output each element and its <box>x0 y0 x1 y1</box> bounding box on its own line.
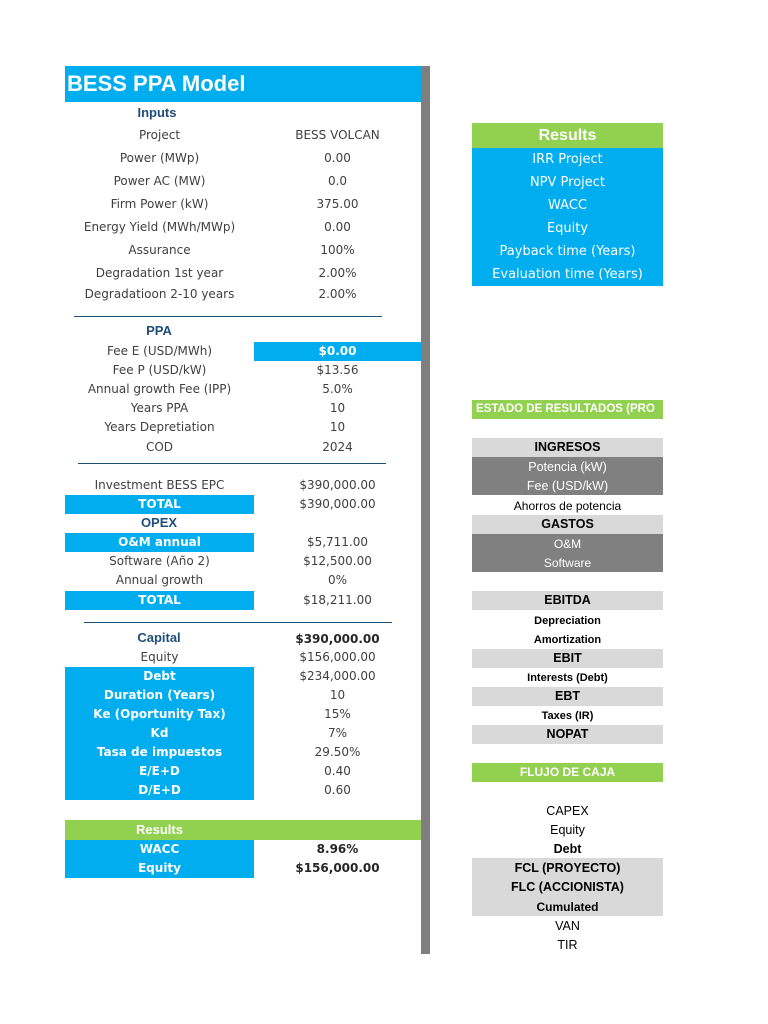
results-right-heading: Results <box>472 123 663 148</box>
capital-row-5-label: Tasa de impuestos <box>65 743 254 762</box>
capital-row-6-value: 0.40 <box>324 764 351 778</box>
input-row-0-label: Project <box>138 128 181 142</box>
ahorros-label: Ahorros de potencia <box>513 499 622 513</box>
ebt-row: EBT <box>472 687 663 706</box>
opex-heading: OPEX <box>140 515 178 530</box>
opex-row-0-value: $5,711.00 <box>306 535 369 549</box>
flc-accionista-label: FLC (ACCIONISTA) <box>511 880 624 894</box>
interests-label: Interests (Debt) <box>527 672 608 684</box>
ingresos-row: INGRESOS <box>472 438 663 457</box>
input-row-7-label: Degradatioon 2-10 years <box>84 287 235 301</box>
results-right-item-5: Evaluation time (Years) <box>472 264 663 286</box>
capital-row-3-label: Ke (Oportunity Tax) <box>65 705 254 724</box>
capital-row-7-value: 0.60 <box>324 783 351 797</box>
potencia-label: Potencia (kW) <box>528 460 607 474</box>
capital-row-4-value: 7% <box>327 726 348 740</box>
taxes-label: Taxes (IR) <box>541 710 594 722</box>
opex-total-label: TOTAL <box>65 591 254 610</box>
input-row-5-value: 100% <box>320 243 355 257</box>
ppa-row-4-label: Years Depretiation <box>104 420 215 434</box>
input-row-2-label: Power AC (MW) <box>113 174 206 188</box>
ppa-row-0-label: Fee E (USD/MWh) <box>106 344 213 358</box>
column-divider <box>421 66 430 954</box>
gastos-row: GASTOS <box>472 515 663 534</box>
results-left-row-0-label: WACC <box>65 840 254 859</box>
opex-row-1-label: Software (Año 2) <box>109 554 210 568</box>
ppa-row-4-value: 10 <box>329 420 346 434</box>
inputs-heading: Inputs <box>137 105 177 120</box>
capital-row-4-label: Kd <box>65 724 254 743</box>
results-right-item-4: Payback time (Years) <box>472 241 663 263</box>
input-row-6-value: 2.00% <box>318 266 357 280</box>
software-label: Software <box>543 556 592 570</box>
divider-opex <box>84 622 392 623</box>
input-row-0-value: BESS VOLCAN <box>295 128 380 142</box>
input-row-2-value: 0.0 <box>327 174 348 188</box>
capital-total-value: $390,000.00 <box>295 632 380 646</box>
capital-row-0-value: $156,000.00 <box>299 650 376 664</box>
divider-inputs <box>74 316 382 317</box>
model-title: BESS PPA Model <box>65 66 421 102</box>
capital-heading: Capital <box>137 630 181 645</box>
amortization-label: Amortization <box>533 634 602 646</box>
opex-row-1-value: $12,500.00 <box>303 554 372 568</box>
ppa-heading: PPA <box>146 323 172 338</box>
capital-row-2-label: Duration (Years) <box>65 686 254 705</box>
ppa-row-5-value: 2024 <box>322 440 353 454</box>
ppa-row-2-value: 5.0% <box>322 382 353 396</box>
opex-total-value: $18,211.00 <box>303 593 372 607</box>
results-left-heading: Results <box>136 822 183 837</box>
fcl-proyecto-label: FCL (PROYECTO) <box>514 861 621 875</box>
van-label: VAN <box>555 919 580 933</box>
results-left-row-1-value: $156,000.00 <box>295 861 380 875</box>
ppa-row-2-label: Annual growth Fee (IPP) <box>87 382 232 396</box>
capital-row-1-label: Debt <box>65 667 254 686</box>
om-label: O&M <box>553 537 582 551</box>
results-right-item-0: IRR Project <box>472 149 663 171</box>
capital-row-5-value: 29.50% <box>314 745 361 759</box>
ppa-row-1-label: Fee P (USD/kW) <box>112 363 207 377</box>
input-row-6-label: Degradation 1st year <box>95 266 224 280</box>
nopat-row: NOPAT <box>472 725 663 744</box>
ppa-row-5-label: COD <box>145 440 174 454</box>
opex-row-2-value: 0% <box>327 573 348 587</box>
capital-row-0-label: Equity <box>140 650 179 664</box>
opex-row-0-label: O&M annual <box>65 533 254 552</box>
depreciation-label: Depreciation <box>534 615 601 627</box>
fee-label: Fee (USD/kW) <box>526 479 609 493</box>
tir-label: TIR <box>557 938 578 952</box>
flujo-debt-label: Debt <box>553 842 582 856</box>
capital-row-2-value: 10 <box>329 688 346 702</box>
capital-row-6-label: E/E+D <box>65 762 254 781</box>
ppa-row-1-value: $13.56 <box>316 363 359 377</box>
input-row-3-label: Firm Power (kW) <box>110 197 209 211</box>
ebitda-row: EBITDA <box>472 591 663 610</box>
investment-label: Investment BESS EPC <box>94 478 225 492</box>
flujo-heading: FLUJO DE CAJA <box>472 763 663 782</box>
input-row-3-value: 375.00 <box>316 197 359 211</box>
ebit-row: EBIT <box>472 649 663 668</box>
input-row-7-value: 2.00% <box>318 287 357 301</box>
investment-total-label: TOTAL <box>65 495 254 514</box>
results-right-item-3: Equity <box>472 218 663 240</box>
capital-row-7-label: D/E+D <box>65 781 254 800</box>
opex-row-2-label: Annual growth <box>115 573 204 587</box>
input-row-4-value: 0.00 <box>324 220 351 234</box>
input-row-1-value: 0.00 <box>324 151 351 165</box>
estado-heading: ESTADO DE RESULTADOS (PRO <box>472 400 663 419</box>
ppa-row-3-value: 10 <box>329 401 346 415</box>
ppa-row-3-label: Years PPA <box>130 401 189 415</box>
investment-value: $390,000.00 <box>299 478 376 492</box>
input-row-4-label: Energy Yield (MWh/MWp) <box>83 220 236 234</box>
results-right-item-2: WACC <box>472 195 663 217</box>
cumulated-label: Cumulated <box>536 900 599 914</box>
ppa-row-0-value: $0.00 <box>318 344 357 358</box>
input-row-1-label: Power (MWp) <box>119 151 200 165</box>
investment-total-value: $390,000.00 <box>299 497 376 511</box>
flujo-equity-label: Equity <box>550 823 585 837</box>
results-right-item-1: NPV Project <box>472 172 663 194</box>
capex-label: CAPEX <box>546 804 589 818</box>
results-left-row-0-value: 8.96% <box>316 842 359 856</box>
input-row-5-label: Assurance <box>128 243 191 257</box>
capital-row-1-value: $234,000.00 <box>299 669 376 683</box>
results-left-row-1-label: Equity <box>65 859 254 878</box>
capital-row-3-value: 15% <box>324 707 351 721</box>
divider-ppa <box>78 463 386 464</box>
